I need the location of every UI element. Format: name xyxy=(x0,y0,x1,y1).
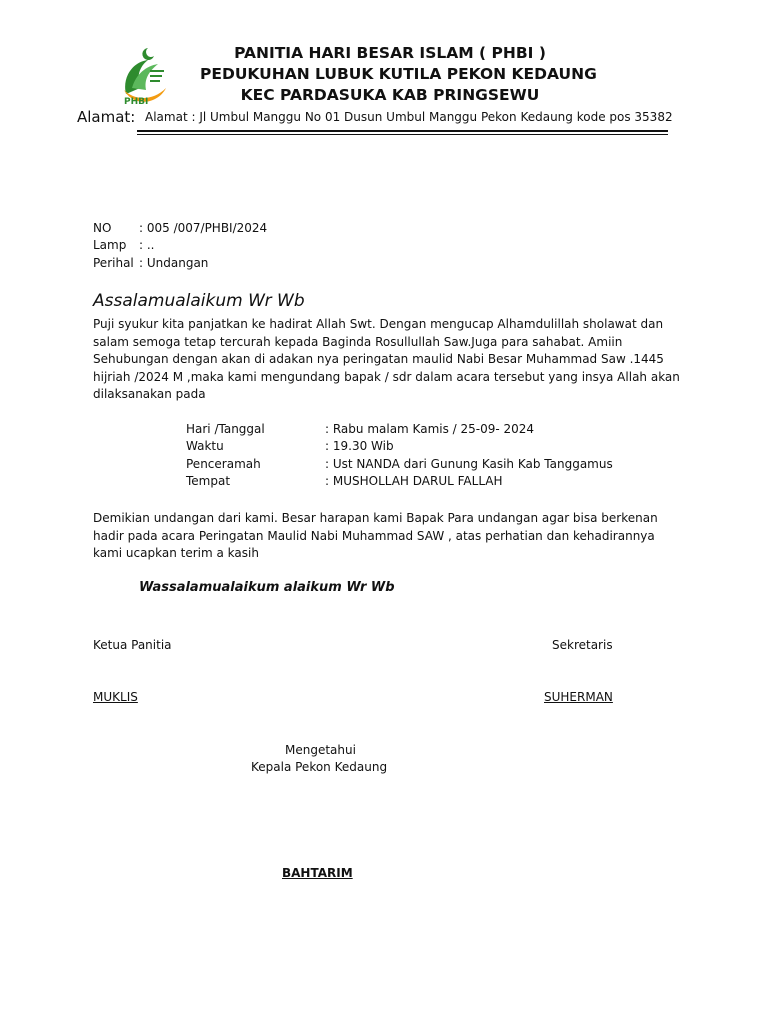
body-paragraph-1: Puji syukur kita panjatkan ke hadirat Allah Swt. Dengan mengucap Alhamdulillah sholawat dan salam semoga tetap tercurah kepada Baginda Rosullullah Saw.Juga para sahabat. Amiin xyxy=(93,317,664,349)
detail-time-label: Waktu xyxy=(186,439,224,453)
signature-right-title: Sekretaris xyxy=(552,638,613,652)
logo-text: PHBI xyxy=(124,97,149,107)
header-divider-thin xyxy=(137,134,668,135)
signature-left-name: MUKLIS xyxy=(93,690,138,704)
signature-left-title: Ketua Panitia xyxy=(93,638,172,652)
closing-salutation: Wassalamualaikum alaikum Wr Wb xyxy=(139,580,395,595)
signature-center-line-1: Mengetahui xyxy=(285,743,356,757)
detail-date-label: Hari /Tanggal xyxy=(186,422,265,436)
meta-lamp-value: : .. xyxy=(139,238,155,252)
detail-time-value: : 19.30 Wib xyxy=(325,439,394,453)
meta-no-label: NO xyxy=(93,221,112,235)
meta-no-value: : 005 /007/PHBI/2024 xyxy=(139,221,268,235)
header-line-1: PANITIA HARI BESAR ISLAM ( PHBI ) xyxy=(234,44,546,62)
meta-perihal-value: : Undangan xyxy=(139,256,209,270)
header-divider xyxy=(137,130,668,132)
closing-paragraph: Demikian undangan dari kami. Besar harapan kami Bapak Para undangan agar bisa berkenan hadir pada acara Peringatan Maulid Nabi Muhammad SAW , atas perhatian dan kehadirannya kami ucapkan terim a kasih xyxy=(93,511,658,560)
phbi-logo-icon xyxy=(118,44,174,108)
alamat-text: Alamat : Jl Umbul Manggu No 01 Dusun Umbul Manggu Pekon Kedaung kode pos 35382 xyxy=(145,110,673,124)
detail-speaker-label: Penceramah xyxy=(186,457,261,471)
body-paragraph-2: Sehubungan dengan akan di adakan nya peringatan maulid Nabi Besar Muhammad Saw .1445 hijriah /2024 M ,maka kami mengundang bapak / sdr dalam acara tersebut yang insya Allah akan dilaksanakan pada xyxy=(93,352,680,401)
detail-place-label: Tempat xyxy=(186,474,231,488)
alamat-label: Alamat: xyxy=(77,108,136,126)
signature-right-name: SUHERMAN xyxy=(544,690,613,704)
header-line-3: KEC PARDASUKA KAB PRINGSEWU xyxy=(240,86,540,104)
meta-lamp-label: Lamp xyxy=(93,238,127,252)
detail-speaker-value: : Ust NANDA dari Gunung Kasih Kab Tanggamus xyxy=(325,457,613,471)
detail-date-value: : Rabu malam Kamis / 25-09- 2024 xyxy=(325,422,535,436)
signature-center-name: BAHTARIM xyxy=(282,866,353,880)
header-line-2: PEDUKUHAN LUBUK KUTILA PEKON KEDAUNG xyxy=(200,65,597,83)
greeting: Assalamualaikum Wr Wb xyxy=(93,291,305,311)
signature-center-line-2: Kepala Pekon Kedaung xyxy=(251,760,388,774)
detail-place-value: : MUSHOLLAH DARUL FALLAH xyxy=(325,474,503,488)
meta-perihal-label: Perihal xyxy=(93,256,134,270)
